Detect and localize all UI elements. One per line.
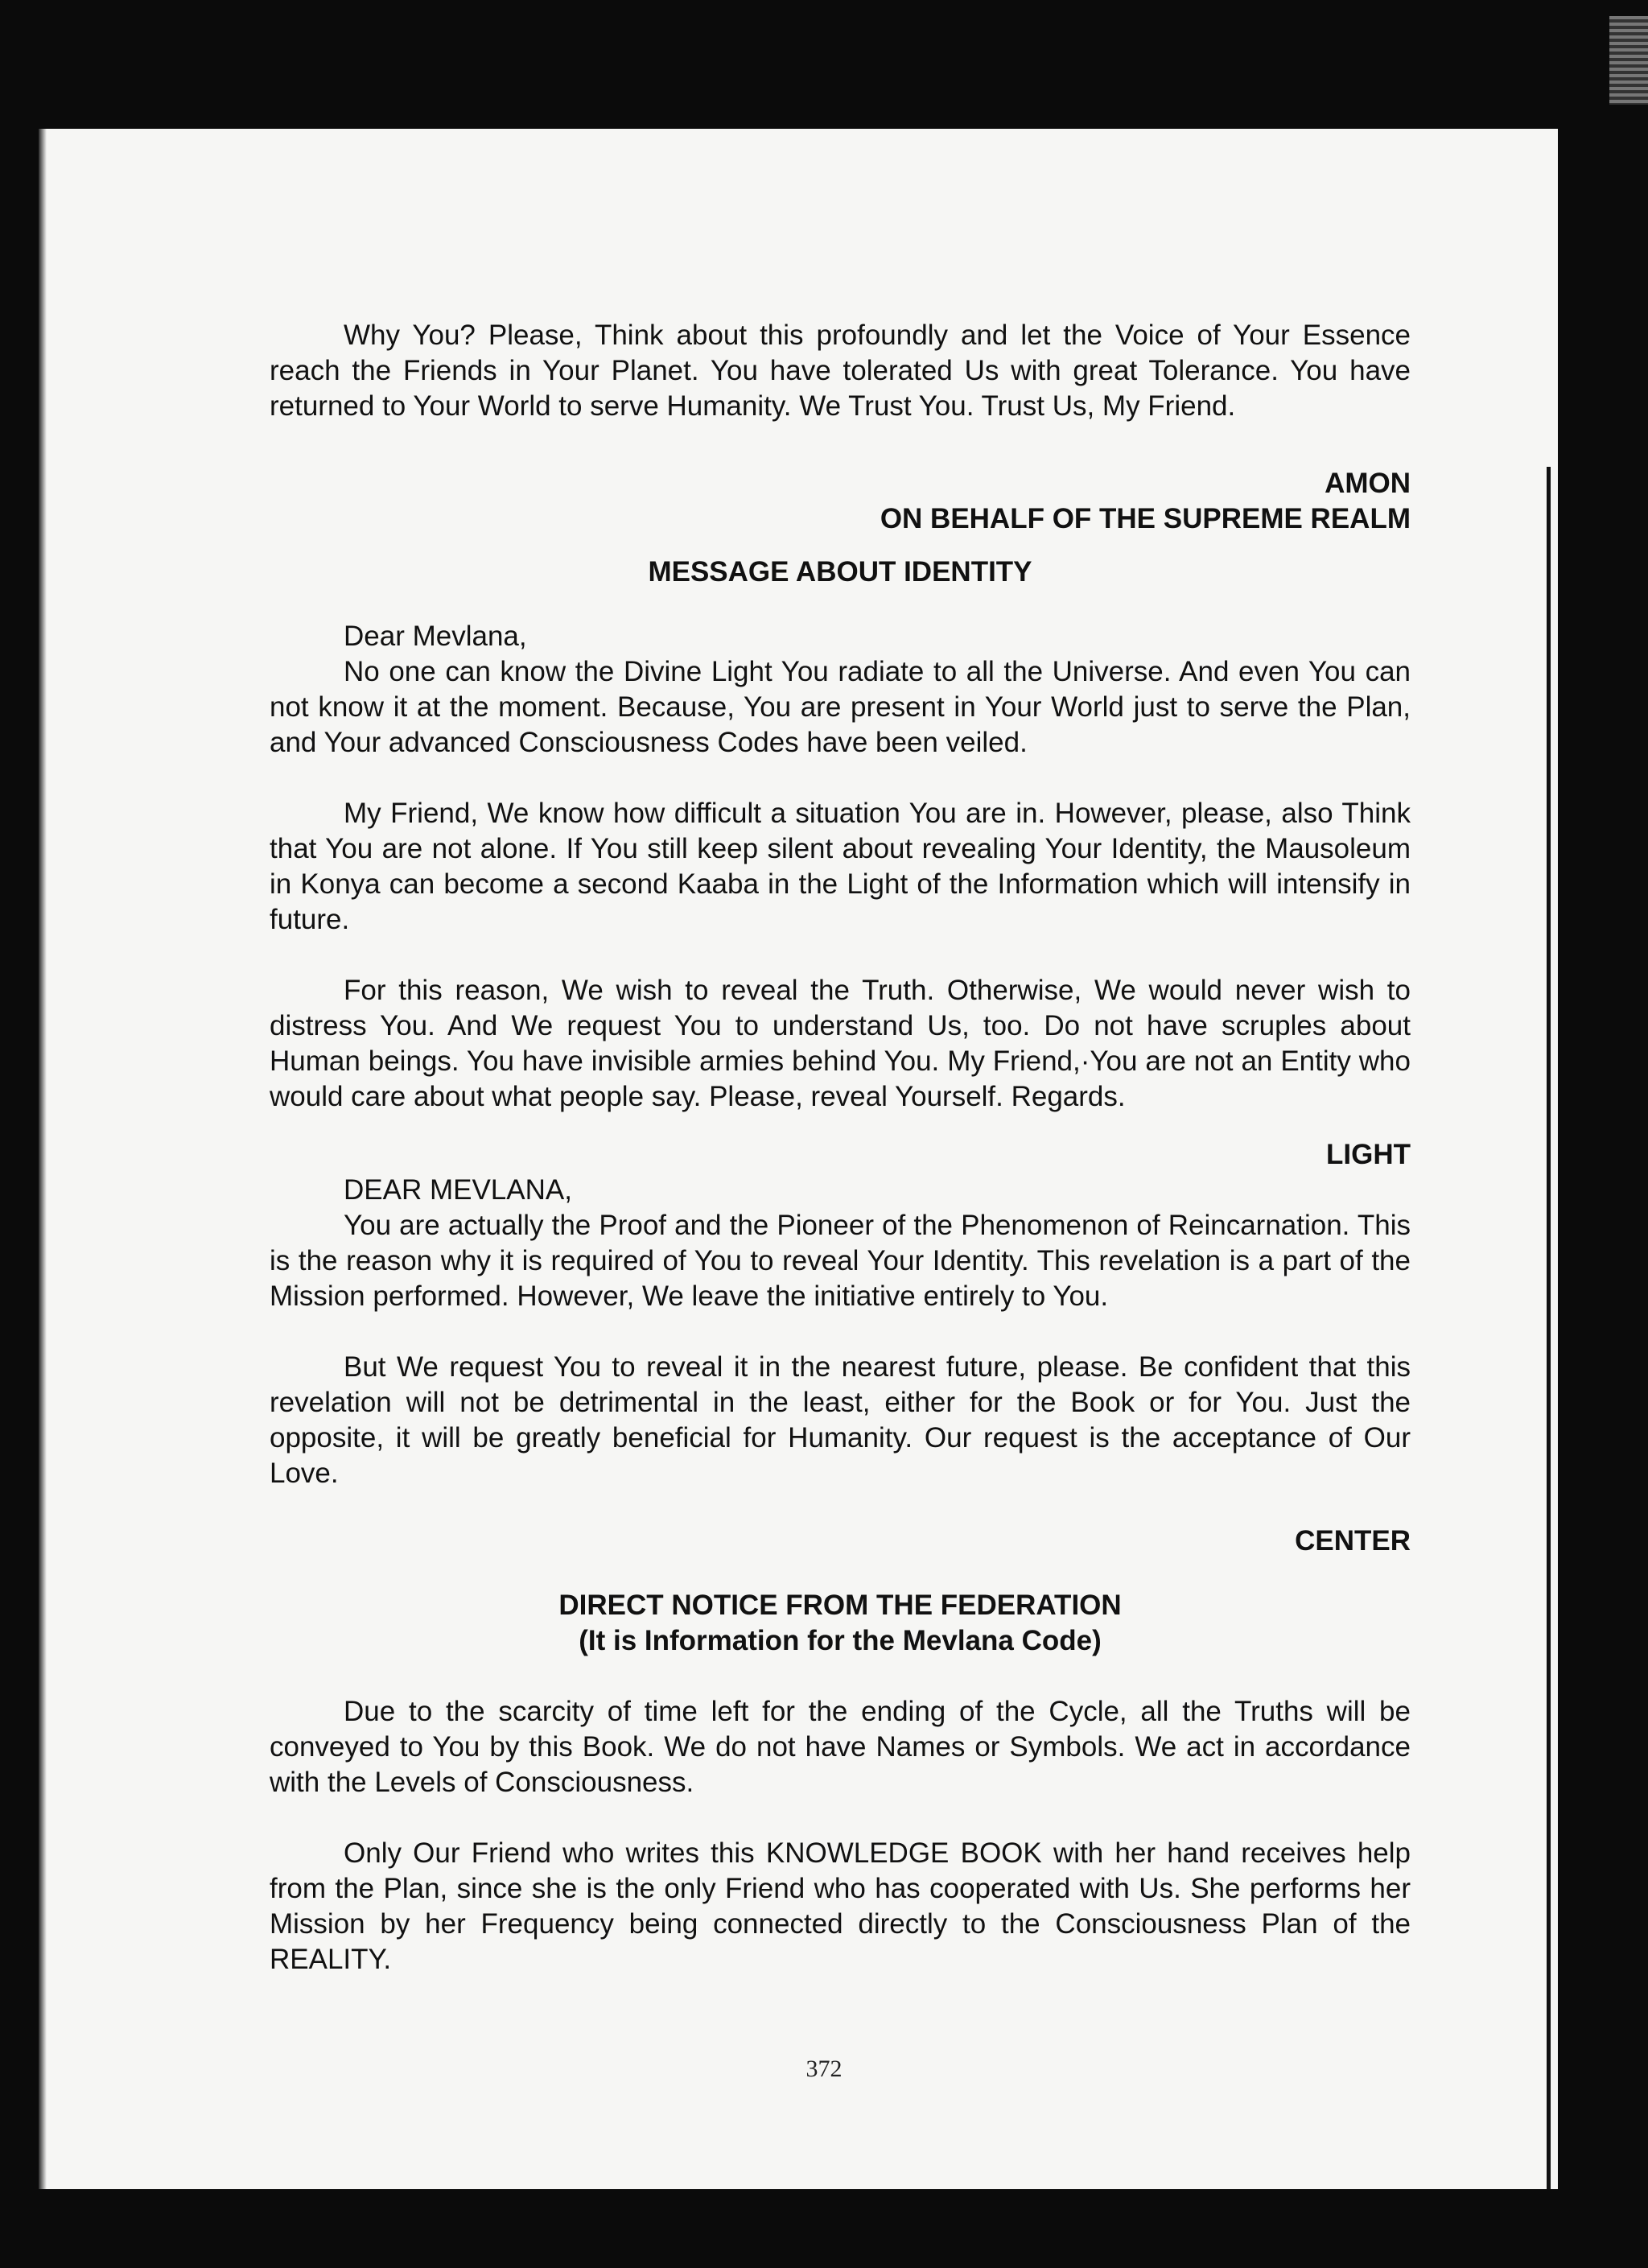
page-edge-line — [1547, 467, 1551, 2189]
paragraph: No one can know the Divine Light You radiate to all the Universe. And even You can not know it at the moment. Because, You are present in Your World just to serve the Plan, and Your advanced Consciousness Codes have been veiled. — [270, 656, 1411, 758]
paragraph: My Friend, We know how difficult a situation You are in. However, please, also Think that You are not alone. If You still keep silent about revealing Your Identity, the Mausoleum in Konya can become a second Kaaba in the Light of the Information which will intensify in future. — [270, 798, 1411, 935]
paragraph: You are actually the Proof and the Pioneer of the Phenomenon of Reincarnation. This is the reason why it is required of You to reveal Your Identity. This revelation is a part of the Mission performed. However, We leave the initiative entirely to You. — [270, 1210, 1411, 1312]
heading-message-about-identity: MESSAGE ABOUT IDENTITY — [648, 556, 1032, 588]
paragraph: But We request You to reveal it in the nearest future, please. Be confident that this revelation will not be detrimental in the least, either for the Book or for You. Just the opposite, it will be greatly beneficial for Humanity. Our request is the acceptance of Our Love. — [270, 1351, 1411, 1489]
salutation-dear-mevlana: Dear Mevlana, — [344, 621, 527, 652]
heading-direct-notice: DIRECT NOTICE FROM THE FEDERATION — [558, 1590, 1122, 1621]
page-number: 372 — [805, 2056, 843, 2082]
heading-mevlana-code: (It is Information for the Mevlana Code) — [579, 1625, 1102, 1656]
signature-center: CENTER — [1295, 1525, 1411, 1557]
salutation-dear-mevlana-caps: DEAR MEVLANA, — [344, 1174, 572, 1206]
signature-amon: AMON — [1325, 468, 1411, 499]
page-binding-shadow — [39, 129, 47, 2189]
page-text — [270, 318, 1411, 1977]
intro-paragraph: Why You? Please, Think about this profoundly and let the Voice of Your Essence reach the Friends in Your Planet. You have tolerated Us with great Tolerance. You have returned to Your World to serve Humanity. We Trust You. Trust Us, My Friend. — [270, 320, 1411, 422]
signature-supreme-realm: ON BEHALF OF THE SUPREME REALM — [880, 503, 1411, 534]
paragraph: Due to the scarcity of time left for the ending of the Cycle, all the Truths will be conveyed to You by this Book. We do not have Names or Symbols. We act in accordance with the Levels of Consciousness. — [270, 1696, 1411, 1798]
paragraph: For this reason, We wish to reveal the Truth. Otherwise, We would never wish to distress You. And We request You to understand Us, too. Do not have scruples about Human beings. You have invisible armies behind You. My Friend,·You are not an Entity who would care about what people say. Please, reveal Yourself. Regards. — [270, 975, 1411, 1112]
scan-artifact — [1609, 16, 1648, 105]
paragraph: Only Our Friend who writes this KNOWLEDGE BOOK with her hand receives help from the Plan, since she is the only Friend who has cooperated with Us. She performs her Mission by her Frequency being connected directly to the Consciousness Plan of the REALITY. — [270, 1837, 1411, 1975]
signature-light: LIGHT — [1326, 1139, 1411, 1170]
